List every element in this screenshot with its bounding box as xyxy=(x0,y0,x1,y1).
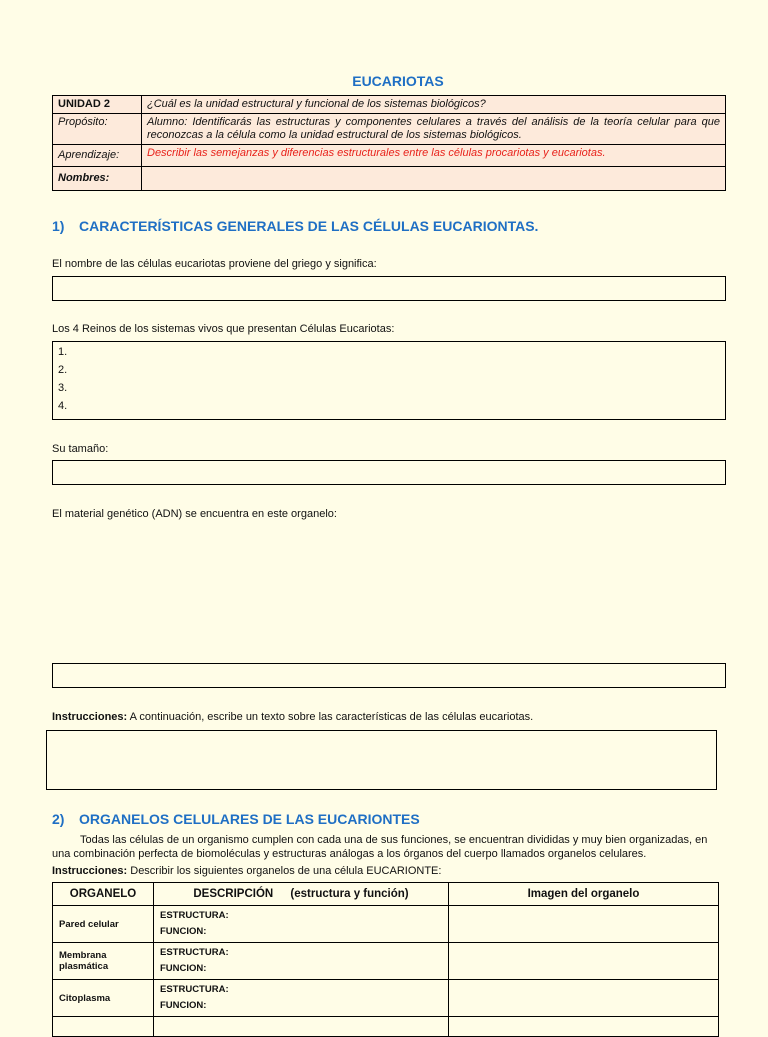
kingdom-item-2: 2. xyxy=(58,364,68,376)
section2-title: ORGANELOS CELULARES DE LAS EUCARIONTES xyxy=(79,811,420,827)
answer-kingdoms-field[interactable] xyxy=(52,341,726,420)
function-label: FUNCION: xyxy=(160,963,207,974)
organelle-name: Citoplasma xyxy=(53,980,154,1017)
col-organelle: ORGANELO xyxy=(53,883,154,906)
names-field[interactable] xyxy=(142,167,726,191)
col-image: Imagen del organelo xyxy=(449,883,719,906)
structure-label: ESTRUCTURA: xyxy=(160,984,229,995)
organelle-image-cell[interactable] xyxy=(449,980,719,1017)
section1-heading xyxy=(52,218,538,234)
learning-label: Aprendizaje: xyxy=(53,145,142,167)
instructions-body-1: A continuación, escribe un texto sobre las características de las células eucariotas. xyxy=(127,711,534,723)
table-row xyxy=(53,980,719,1017)
learning-row xyxy=(53,145,726,167)
answer-dna-organelle-field[interactable] xyxy=(52,663,726,688)
table-row xyxy=(53,1017,719,1037)
organelle-description-cell[interactable] xyxy=(154,980,449,1017)
instructions-text-1 xyxy=(52,711,533,723)
kingdom-item-1: 1. xyxy=(58,346,68,358)
organelle-description-cell[interactable] xyxy=(154,943,449,980)
instructions-text-2 xyxy=(52,865,441,877)
organelle-name: Membrana plasmática xyxy=(53,943,154,980)
instructions-label-2: Instrucciones: xyxy=(52,865,128,877)
names-label: Nombres: xyxy=(53,167,142,191)
learning-text: Describir las semejanzas y diferencias estructurales entre las células procariotas y eucariotas. xyxy=(142,145,726,167)
function-label: FUNCION: xyxy=(160,1000,207,1011)
section2-intro: Todas las células de un organismo cumplen con cada una de sus funciones, se encuentran divididas y muy bien organizadas, en una combinación perfecta de biomoléculas y estructuras análogas a los órganos del cuerpo llamados organelos celulares. xyxy=(52,834,708,860)
answer-name-origin-field[interactable] xyxy=(52,276,726,301)
structure-label: ESTRUCTURA: xyxy=(160,947,229,958)
instructions-label-1: Instrucciones: xyxy=(52,711,128,723)
organelle-image-cell[interactable] xyxy=(449,943,719,980)
question-size: Su tamaño: xyxy=(52,443,109,455)
unit-label: UNIDAD 2 xyxy=(53,96,142,114)
unit-info-table xyxy=(52,95,726,191)
document-title: EUCARIOTAS xyxy=(352,73,444,89)
instructions-body-2: Describir los siguientes organelos de una célula EUCARIONTE: xyxy=(127,865,442,877)
organelle-name: Pared celular xyxy=(53,906,154,943)
unit-row xyxy=(53,96,726,114)
organelle-description-cell[interactable] xyxy=(154,1017,449,1037)
purpose-text: Alumno: Identificarás las estructuras y componentes celulares a través del análisis de la teoría celular para que reconozcas a la célula como la unidad estructural de los sistemas biológicos. xyxy=(142,114,726,145)
structure-label: ESTRUCTURA: xyxy=(160,910,229,921)
organelle-description-cell[interactable] xyxy=(154,906,449,943)
section1-title: CARACTERÍSTICAS GENERALES DE LAS CÉLULAS EUCARIONTAS. xyxy=(79,218,539,234)
organelle-image-cell[interactable] xyxy=(449,906,719,943)
kingdom-item-4: 4. xyxy=(58,400,68,412)
table-row xyxy=(53,906,719,943)
section2-heading xyxy=(52,811,420,827)
section2-number: 2) xyxy=(52,811,65,827)
purpose-row xyxy=(53,114,726,145)
organelle-name xyxy=(53,1017,154,1037)
answer-size-field[interactable] xyxy=(52,460,726,485)
organelles-header-row xyxy=(53,883,719,906)
organelle-image-cell[interactable] xyxy=(449,1017,719,1037)
organelles-table xyxy=(52,882,719,1037)
col-description-sub: (estructura y función) xyxy=(290,888,409,900)
purpose-label: Propósito: xyxy=(53,114,142,145)
question-kingdoms: Los 4 Reinos de los sistemas vivos que presentan Células Eucariotas: xyxy=(52,323,395,335)
unit-question: ¿Cuál es la unidad estructural y funcional de los sistemas biológicos? xyxy=(142,96,726,114)
function-label: FUNCION: xyxy=(160,926,207,937)
names-row xyxy=(53,167,726,191)
eukaryote-text-field[interactable] xyxy=(46,730,717,790)
col-description-label: DESCRIPCIÓN xyxy=(193,888,274,900)
section1-number: 1) xyxy=(52,218,65,234)
table-row xyxy=(53,943,719,980)
question-name-origin: El nombre de las células eucariotas proviene del griego y significa: xyxy=(52,258,377,270)
question-dna-organelle: El material genético (ADN) se encuentra en este organelo: xyxy=(52,508,337,520)
kingdom-item-3: 3. xyxy=(58,382,68,394)
col-description xyxy=(154,883,449,906)
